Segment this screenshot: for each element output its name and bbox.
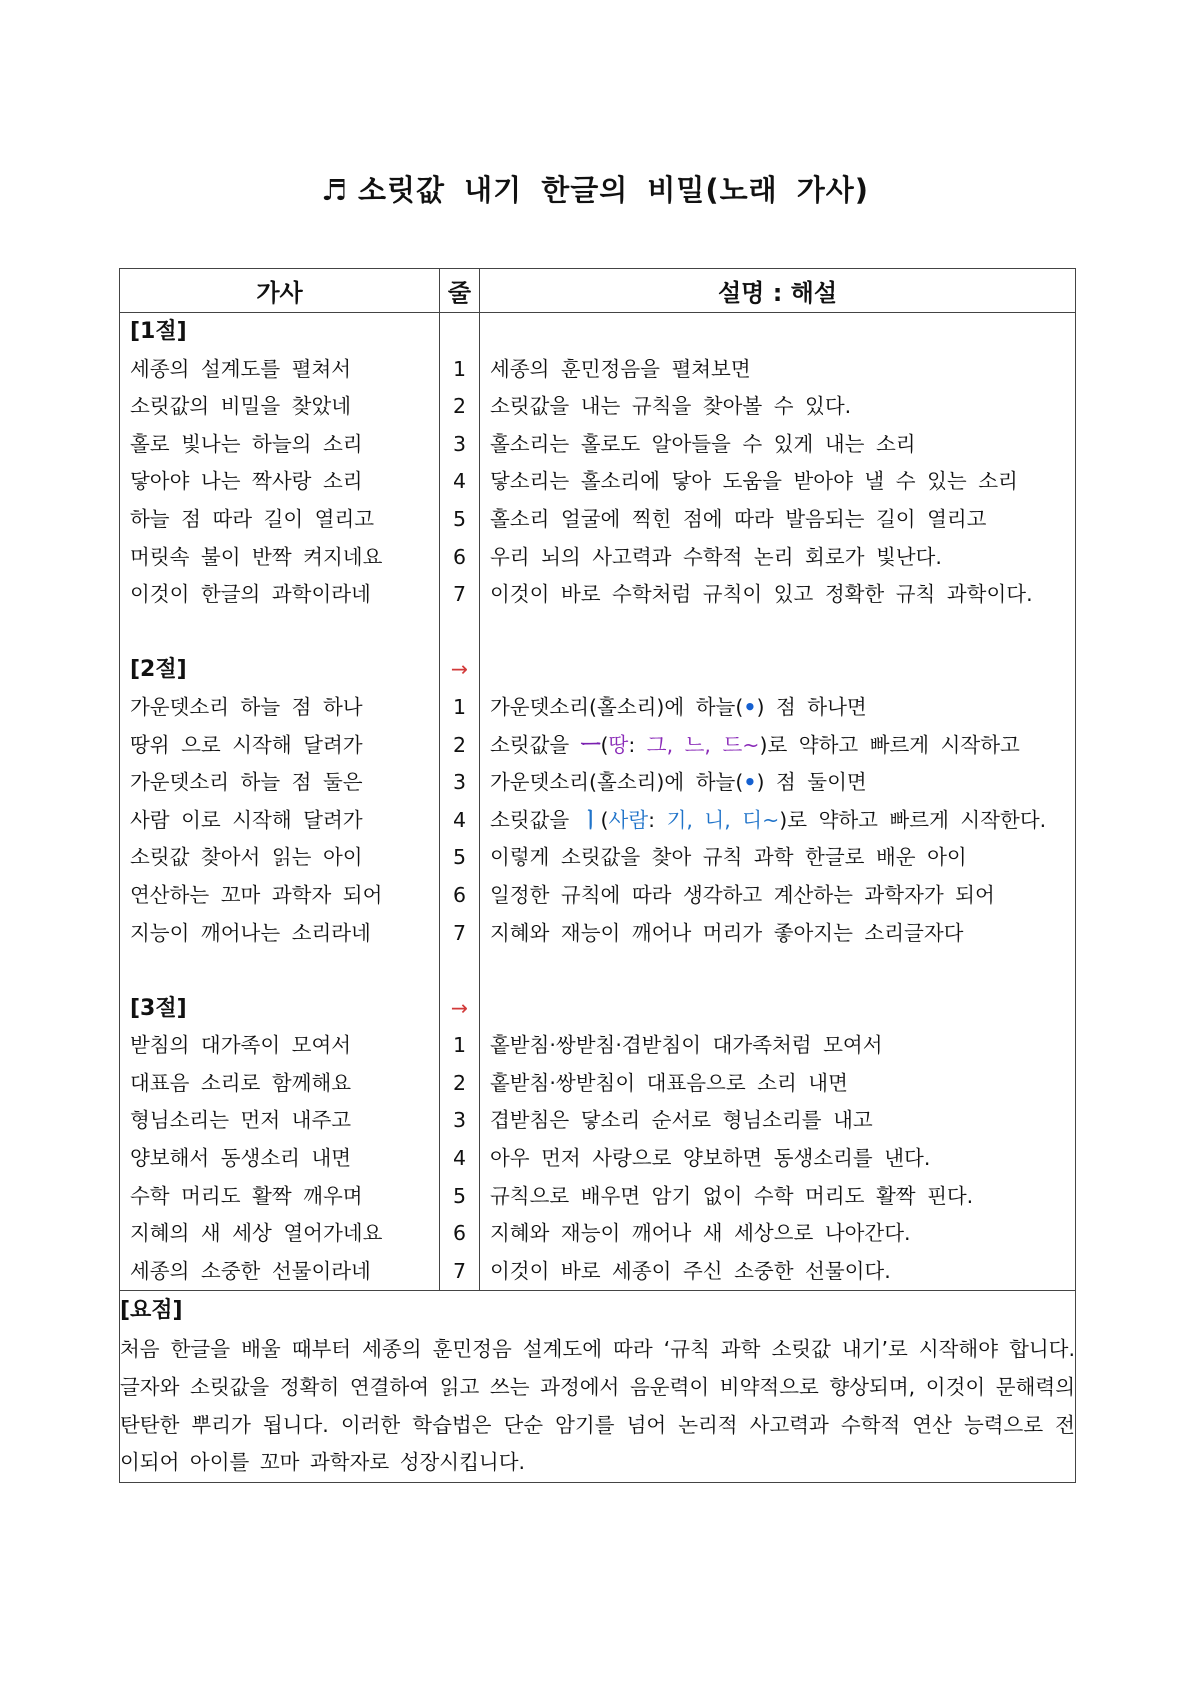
- line-number: 7: [452, 582, 467, 607]
- explanation-line: 홑받침·쌍받침·겹받침이 대가족처럼 모여서: [490, 1033, 883, 1058]
- explanation-line: 지혜와 재능이 깨어나 머리가 좋아지는 소리글자다: [490, 920, 964, 945]
- lyric-line: 머릿속 불이 반짝 켜지네요: [130, 544, 383, 569]
- line-number: 2: [452, 732, 467, 757]
- explanation-line: 이렇게 소릿값을 찾아 규칙 과학 한글로 배운 아이: [490, 845, 967, 870]
- line-number: 5: [452, 506, 467, 531]
- line-number: 6: [452, 882, 467, 907]
- line-number: 5: [452, 845, 467, 870]
- lyric-line: 연산하는 꼬마 과학자 되어: [130, 882, 383, 907]
- lyric-line: 사람 이로 시작해 달려가: [130, 807, 363, 832]
- explanation-line: 가운뎃소리(홀소리)에 하늘(•) 점 둘이면: [490, 770, 867, 795]
- lyric-line: 이것이 한글의 과학이라네: [130, 582, 371, 607]
- lyric-line: 세종의 설계도를 펼쳐서: [130, 356, 352, 381]
- line-number: 7: [452, 1258, 467, 1283]
- header-lyrics: 가사: [120, 269, 440, 313]
- line-number: 6: [452, 1221, 467, 1246]
- header-line: 줄: [440, 269, 480, 313]
- lyric-line: 소릿값 찾아서 읽는 아이: [130, 845, 363, 870]
- lyric-line: 지능이 깨어나는 소리라네: [130, 920, 371, 945]
- lyric-line: 땅위 으로 시작해 달려가: [130, 732, 363, 757]
- explanation-line: 소릿값을 ㅡ(땅: 그, 느, 드~)로 약하고 빠르게 시작하고: [490, 732, 1020, 757]
- line-number: 1: [452, 356, 467, 381]
- explanation-line: 홀소리는 홀로도 알아들을 수 있게 내는 소리: [490, 431, 916, 456]
- verse3-heading: [3절]: [130, 995, 187, 1021]
- lyric-line: 하늘 점 따라 길이 열리고: [130, 506, 375, 531]
- line-number: 5: [452, 1183, 467, 1208]
- explanation-line: 소릿값을 내는 규칙을 찾아볼 수 있다.: [490, 394, 852, 419]
- explanation-line: 지혜와 재능이 깨어나 새 세상으로 나아간다.: [490, 1221, 911, 1246]
- arrow-right-icon: →: [450, 657, 469, 682]
- arrow-right-icon: →: [450, 995, 469, 1020]
- summary-text: 처음 한글을 배울 때부터 세종의 훈민정음 설계도에 따라 ‘규칙 과학 소릿값 내기’로 시작해야 합니다. 글자와 소릿값을 정확히 연결하여 읽고 쓰는 과정에서 음운력이 비약적으로 향상되며, 이것이 문해력의 탄탄한 뿌리가 됩니다. 이러한 학습법은 단순 암기를 넘어 논리적 사고력과 수학적 연산 능력으로 전이되어 아이를 꼬마 과학자로 성장시킵니다.: [120, 1337, 1075, 1475]
- line-number: 3: [452, 431, 467, 456]
- explanation-line: 가운뎃소리(홀소리)에 하늘(•) 점 하나면: [490, 694, 867, 719]
- explanation-line: 홑받침·쌍받침이 대표음으로 소리 내면: [490, 1070, 848, 1095]
- verses-row: [120, 313, 1076, 1291]
- lyric-line: 가운뎃소리 하늘 점 하나: [130, 694, 363, 719]
- lyric-line: 지혜의 새 세상 열어가네요: [130, 1221, 383, 1246]
- lyric-line: 가운뎃소리 하늘 점 둘은: [130, 770, 363, 795]
- lyric-line: 대표음 소리로 함께해요: [130, 1070, 352, 1095]
- line-number: 4: [452, 469, 467, 494]
- lyrics-table: [119, 268, 1076, 1483]
- lyric-line: 홀로 빛나는 하늘의 소리: [130, 431, 363, 456]
- explanation-line: 소릿값을 ㅣ(사람: 기, 니, 디~)로 약하고 빠르게 시작한다.: [490, 807, 1047, 832]
- verse1-heading: [1절]: [130, 319, 187, 344]
- lyric-line: 양보해서 동생소리 내면: [130, 1146, 352, 1171]
- line-number: 3: [452, 1108, 467, 1133]
- lyric-line: 형님소리는 먼저 내주고: [130, 1108, 352, 1133]
- summary-cell: [120, 1291, 1076, 1482]
- line-number: 6: [452, 544, 467, 569]
- i-vowel-symbol: ㅣ: [580, 807, 601, 832]
- explanation-line: 이것이 바로 수학처럼 규칙이 있고 정확한 규칙 과학이다.: [490, 582, 1033, 607]
- summary-heading: [요점]: [120, 1298, 183, 1324]
- explanation-line: 이것이 바로 세종이 주신 소중한 선물이다.: [490, 1258, 891, 1283]
- lyric-line: 소릿값의 비밀을 찾았네: [130, 394, 352, 419]
- line-number: 2: [452, 1070, 467, 1095]
- eu-vowel-symbol: ㅡ: [580, 732, 601, 757]
- header-explanation: 설명 : 해설: [480, 269, 1076, 313]
- explanation-line: 닿소리는 홀소리에 닿아 도움을 받아야 낼 수 있는 소리: [490, 469, 1018, 494]
- explanation-line: 규칙으로 배우면 암기 없이 수학 머리도 활짝 핀다.: [490, 1183, 974, 1208]
- explanation-line: 일정한 규칙에 따라 생각하고 계산하는 과학자가 되어: [490, 882, 995, 907]
- lyric-line: 받침의 대가족이 모여서: [130, 1033, 352, 1058]
- sky-dot-icon: •: [743, 694, 757, 719]
- lyric-line: 닿아야 나는 짝사랑 소리: [130, 469, 363, 494]
- line-number: 7: [452, 920, 467, 945]
- explanation-line: 겹받침은 닿소리 순서로 형님소리를 내고: [490, 1108, 873, 1133]
- explanation-line: 홀소리 얼굴에 찍힌 점에 따라 발음되는 길이 열리고: [490, 506, 987, 531]
- lyric-line: 수학 머리도 활짝 깨우며: [130, 1183, 363, 1208]
- explanation-line: 세종의 훈민정음을 펼쳐보면: [490, 356, 751, 381]
- page-title: ♬ 소릿값 내기 한글의 비밀(노래 가사): [320, 173, 870, 207]
- line-number-column: [440, 313, 480, 1291]
- line-number: 4: [452, 1146, 467, 1171]
- line-number: 1: [452, 1033, 467, 1058]
- sky-dot-icon: •: [743, 770, 757, 795]
- lyrics-column: [120, 313, 440, 1291]
- line-number: 4: [452, 807, 467, 832]
- line-number: 1: [452, 694, 467, 719]
- explanation-line: 우리 뇌의 사고력과 수학적 논리 회로가 빛난다.: [490, 544, 942, 569]
- line-number: 2: [452, 394, 467, 419]
- summary-row: [120, 1291, 1076, 1482]
- verse2-heading: [2절]: [130, 657, 187, 683]
- lyric-line: 세종의 소중한 선물이라네: [130, 1258, 371, 1283]
- explanation-line: 아우 먼저 사랑으로 양보하면 동생소리를 낸다.: [490, 1146, 931, 1171]
- line-number: 3: [452, 770, 467, 795]
- music-note-icon: ♬: [320, 173, 348, 207]
- table-header-row: [120, 269, 1076, 313]
- explanation-column: [480, 313, 1076, 1291]
